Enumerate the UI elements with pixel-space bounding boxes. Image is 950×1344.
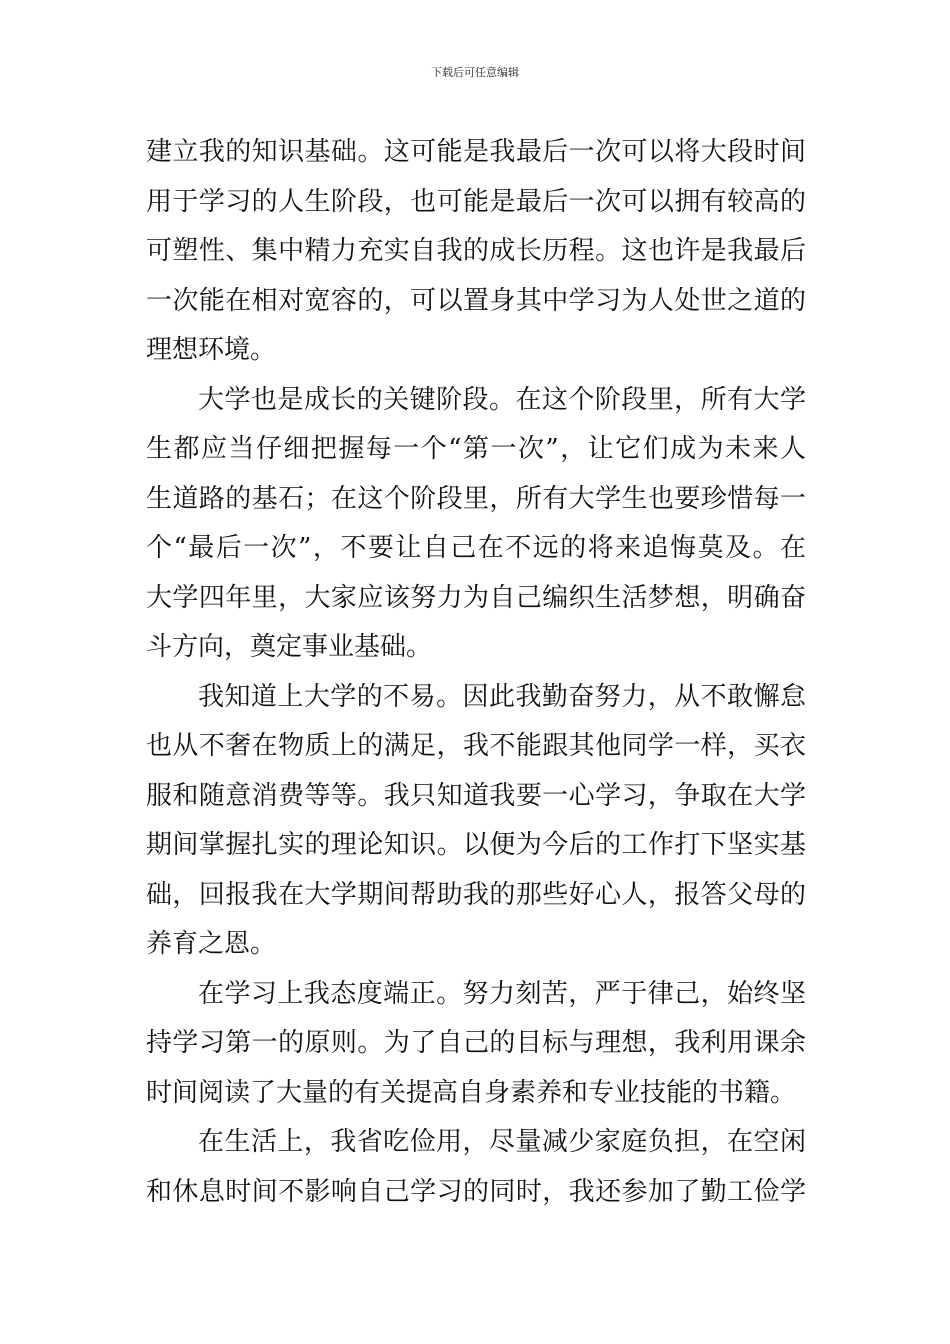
text-line: 和休息时间不影响自己学习的同时，我还参加了勤工俭学	[146, 1176, 806, 1207]
text-line: 个“最后一次”，不要让自己在不远的将来追悔莫及。在	[146, 533, 806, 563]
text-line: 期间掌握扎实的理论知识。以便为今后的工作打下坚实基	[146, 830, 806, 860]
text-line: 持学习第一的原则。为了自己的目标与理想，我利用课余	[146, 1028, 806, 1058]
text-line: 时间阅读了大量的有关提高自身素养和专业技能的书籍。	[146, 1077, 797, 1108]
text-line: 也从不奢在物质上的满足，我不能跟其他同学一样，买衣	[146, 731, 806, 761]
text-line: 在学习上我态度端正。努力刻苦，严于律己，始终坚	[198, 978, 806, 1009]
text-line: 理想环境。	[146, 335, 277, 365]
document-body	[146, 128, 806, 1217]
text-line: 可塑性、集中精力充实自我的成长历程。这也许是我最后	[146, 236, 806, 266]
text-line: 础，回报我在大学期间帮助我的那些好心人，报答父母的	[146, 879, 806, 910]
text-line: 服和随意消费等等。我只知道我要一心学习，争取在大学	[146, 780, 806, 811]
text-line: 大学四年里，大家应该努力为自己编织生活梦想，明确奋	[146, 582, 806, 613]
text-line: 我知道上大学的不易。因此我勤奋努力，从不敢懈怠	[198, 681, 806, 712]
text-line: 一次能在相对宽容的，可以置身其中学习为人处世之道的	[146, 285, 806, 316]
text-line: 大学也是成长的关键阶段。在这个阶段里，所有大学	[198, 384, 806, 415]
paragraph	[146, 1118, 806, 1217]
text-line: 在生活上，我省吃俭用，尽量减少家庭负担，在空闲	[198, 1127, 806, 1157]
text-line: 生都应当仔细把握每一个“第一次”，让它们成为未来人	[146, 434, 806, 464]
paragraph	[146, 128, 806, 376]
paragraph	[146, 376, 806, 673]
page-header-note: 下载后可任意编辑	[431, 66, 519, 79]
paragraph	[146, 673, 806, 970]
text-line: 斗方向，奠定事业基础。	[146, 632, 433, 662]
text-line: 养育之恩。	[146, 929, 277, 959]
paragraph	[146, 970, 806, 1119]
text-line: 生道路的基石；在这个阶段里，所有大学生也要珍惜每一	[146, 483, 806, 514]
text-line: 用于学习的人生阶段，也可能是最后一次可以拥有较高的	[146, 186, 806, 217]
text-line: 建立我的知识基础。这可能是我最后一次可以将大段时间	[146, 137, 806, 167]
